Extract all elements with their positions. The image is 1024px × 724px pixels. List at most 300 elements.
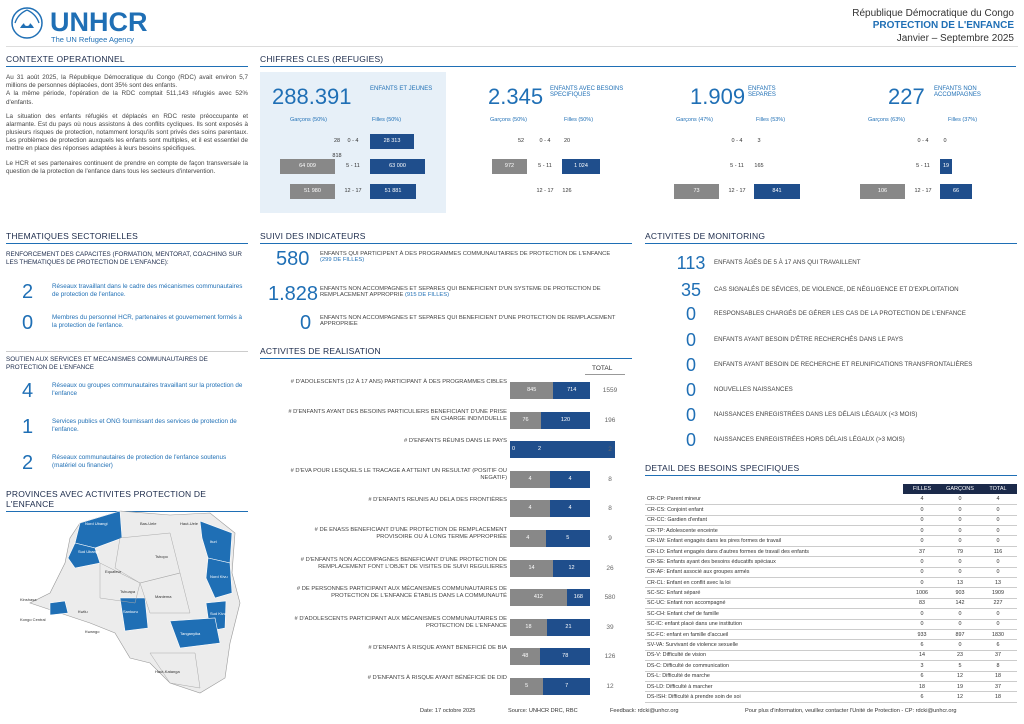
bar-garcons: 64 009 xyxy=(280,159,335,174)
age-label: 12 - 17 xyxy=(536,188,554,194)
activite-row xyxy=(260,377,632,402)
kpi-garcons-label: Garçons (63%) xyxy=(868,117,905,123)
kpi-garcons-label: Garçons (47%) xyxy=(676,117,713,123)
besoins-label: DS-LD: Difficulté à marcher xyxy=(645,681,903,691)
besoins-row xyxy=(645,567,1017,577)
kpi-filles-label: Filles (50%) xyxy=(564,117,594,123)
bar-garcons: 48 xyxy=(510,648,540,665)
total-header: TOTAL xyxy=(592,365,613,372)
bar-garcons: 14 xyxy=(510,560,553,577)
col-garcons: GARÇONS xyxy=(941,484,979,494)
besoins-label: SC-FC: enfant en famille d'accueil xyxy=(645,629,903,639)
svg-text:Nord Kivu: Nord Kivu xyxy=(210,574,228,579)
suivi-item xyxy=(260,248,632,274)
besoins-row xyxy=(645,671,1017,681)
besoins-value: 6 xyxy=(903,692,941,702)
suivi-title: SUIVI DES INDICATEURS xyxy=(260,231,632,244)
bar-garcons: 412 xyxy=(510,589,567,606)
bar-filles: 28 313 xyxy=(370,134,414,149)
besoins-row xyxy=(645,557,1017,567)
bar-filles: 165 xyxy=(754,159,764,174)
besoins-title: DETAIL DES BESOINS SPECIFIQUES xyxy=(645,463,1017,476)
pyramid xyxy=(644,134,830,209)
suivi-label-text: ENFANTS NON ACCOMPAGNES ET SEPARES QUI BENEFICIENT D'UN SYSTEME DE PROTECTION DE REMPLACEMENT APPROPRIE xyxy=(320,286,601,298)
bar-filles: 78 xyxy=(540,648,590,665)
suivi-label-text: ENFANTS QUI PARTICIPENT À DES PROGRAMMES COMMUNAUTAIRES DE PROTECTION DE L'ENFANCE xyxy=(320,251,611,257)
besoins-value: 0 xyxy=(941,619,979,629)
thematiques-sub2: SOUTIEN AUX SERVICES ET MECANISMES COMMUNAUTAIRES DE PROTECTION DE L'ENFANCE xyxy=(6,351,248,372)
monitoring-label: NAISSANCES ENREGISTRÉES HORS DÉLAIS LÉGAUX (>3 MOIS) xyxy=(714,436,905,443)
svg-text:Equateur: Equateur xyxy=(105,569,122,574)
besoins-value: 83 xyxy=(903,598,941,608)
them-item-num: 2 xyxy=(22,281,34,303)
besoins-value: 3 xyxy=(903,661,941,671)
kpi-label: ENFANTS NON ACCOMPAGNES xyxy=(934,86,981,98)
svg-text:Kongo Central: Kongo Central xyxy=(20,617,46,622)
besoins-label: SV-VA: Survivant de violence sexuelle xyxy=(645,640,903,650)
them-item-num: 2 xyxy=(22,452,34,474)
besoins-value: 0 xyxy=(941,494,979,504)
monitoring-num: 0 xyxy=(685,330,696,350)
bar-garcons: 28 818 xyxy=(332,138,342,159)
besoins-row xyxy=(645,609,1017,619)
age-label: 0 - 4 xyxy=(347,138,359,144)
contexte-title: CONTEXTE OPERATIONNEL xyxy=(6,54,248,67)
svg-text:Sud Kivu: Sud Kivu xyxy=(210,611,227,616)
page-title: PROTECTION DE L'ENFANCE xyxy=(872,20,1014,31)
bar-garcons: 106 xyxy=(860,184,905,199)
besoins-label: CR-CP: Parent mineur xyxy=(645,494,903,504)
them-item xyxy=(6,416,248,440)
age-label: 0 - 4 xyxy=(917,138,929,144)
bar-filles: 714 xyxy=(553,382,590,399)
col-filles: FILLES xyxy=(903,484,941,494)
activite-label: # DE PERSONNES PARTICIPANT AUX MÉCANISMES COMMUNAUTAIRES DE PROTECTION DE L'ENFANCE ÉTABLIS DANS LA COMMUNAUTÉ xyxy=(296,586,507,600)
monitoring-num: 0 xyxy=(685,380,696,400)
besoins-value: 37 xyxy=(903,546,941,556)
bar-filles: 4 xyxy=(550,500,590,517)
suivi-item xyxy=(260,312,632,338)
activite-row xyxy=(260,525,632,550)
besoins-value: 6 xyxy=(903,640,941,650)
bar-filles: 126 xyxy=(562,184,572,199)
besoins-value: 18 xyxy=(979,671,1017,681)
besoins-value: 19 xyxy=(941,681,979,691)
activite-total: 580 xyxy=(604,594,616,602)
besoins-value: 0 xyxy=(979,557,1017,567)
besoins-value: 903 xyxy=(941,588,979,598)
logo-name: UNHCR xyxy=(50,7,148,37)
besoins-value: 5 xyxy=(941,661,979,671)
besoins-row xyxy=(645,505,1017,515)
kpi-label: ENFANTS ET JEUNES xyxy=(370,86,433,92)
age-label: 5 - 11 xyxy=(916,163,930,169)
activite-row xyxy=(260,555,632,580)
besoins-value: 12 xyxy=(941,671,979,681)
unhcr-emblem-icon xyxy=(10,6,44,40)
age-label: 0 - 4 xyxy=(539,138,551,144)
besoins-row xyxy=(645,692,1017,702)
kpi-num: 288.391 xyxy=(272,84,352,109)
logo-tagline: The UN Refugee Agency xyxy=(51,35,134,44)
besoins-row xyxy=(645,578,1017,588)
monitoring-label: RESPONSABLES CHARGÉS DE GÉRER LES CAS DE LA PROTECTION DE L'ENFANCE xyxy=(714,310,966,317)
kpi-label: ENFANTS AVEC BESOINS SPECIFIQUES xyxy=(550,86,624,98)
besoins-label: CR-AF: Enfant associé aux groupes armés xyxy=(645,567,903,577)
kpi-filles-label: Filles (53%) xyxy=(756,117,786,123)
activite-label: # D'ENFANTS À RISQUE AYANT BÉNÉFICIÉ DE DID xyxy=(367,675,507,681)
svg-text:Bas-Uele: Bas-Uele xyxy=(140,521,157,526)
kpi-box-enfants xyxy=(260,72,446,213)
besoins-label: DS-L: Difficulté de marche xyxy=(645,671,903,681)
bar-filles: 120 xyxy=(541,412,590,429)
age-label: 12 - 17 xyxy=(914,188,932,194)
bar-filles: 63 000 xyxy=(370,159,425,174)
besoins-label: CR-LO: Enfant engagés dans d'autres formes de travail des enfants xyxy=(645,546,903,556)
activite-row xyxy=(260,466,632,491)
bar-filles: 7 xyxy=(543,678,590,695)
svg-text:Nord Ubangi: Nord Ubangi xyxy=(85,521,108,526)
besoins-value: 0 xyxy=(979,526,1017,536)
besoins-value: 227 xyxy=(979,598,1017,608)
besoins-value: 1006 xyxy=(903,588,941,598)
unhcr-logo xyxy=(10,6,170,42)
bar-filles: 4 xyxy=(550,471,590,488)
besoins-label: DS-ISH: Difficulté à prendre soin de soi xyxy=(645,692,903,702)
footer-date: Date: 17 octobre 2025 xyxy=(420,708,476,714)
monitoring-num: 113 xyxy=(676,253,706,273)
besoins-value: 37 xyxy=(979,681,1017,691)
contexte-text xyxy=(6,74,248,176)
besoins-value: 12 xyxy=(941,692,979,702)
besoins-label: CR-CC: Gardien d'enfant xyxy=(645,515,903,525)
besoins-value: 0 xyxy=(941,515,979,525)
besoins-row xyxy=(645,619,1017,629)
activite-label: # D'ENFANTS REUNIS AU DELA DES FRONTIÈRES xyxy=(368,497,507,504)
bar-filles: 66 xyxy=(940,184,972,199)
suivi-num: 0 xyxy=(300,312,312,334)
activite-total: 8 xyxy=(608,505,612,513)
chiffres-title: CHIFFRES CLES (REFUGIES) xyxy=(260,54,1016,67)
besoins-row xyxy=(645,640,1017,650)
contexte-p3: La situation des enfants réfugiés et déplacés en RDC reste préoccupante et alarmante. Est du pays où nous assistons à des conflits cycliques. Ils sont exposés à plusieurs risques de protection, notamment lorsqu'ils sont privés des soins parentaux. Les problèmes de protection auxquels les enfants sont multiples, et il est essentiel de mettre en place des réponses adaptées à leurs besoins spécifiques. xyxy=(6,112,248,153)
contexte-p4: Le HCR et ses partenaires continuent de prendre en compte de façon transversale la question de la protection de l'enfance dans tous les secteurs d'intervention. xyxy=(6,159,248,175)
bar-filles: 51 881 xyxy=(370,184,416,199)
header-divider xyxy=(6,46,1018,47)
activite-total: 2 xyxy=(608,446,612,454)
contexte-p2: A la même période, l'opération de la RDC comptait 511,143 réfugiés avec 52% d'enfants. xyxy=(6,90,248,106)
activite-total: 8 xyxy=(608,475,612,483)
monitoring-item xyxy=(676,380,1016,404)
monitoring-label: ENFANTS AYANT BESOIN D'ÊTRE RECHERCHÉS DANS LE PAYS xyxy=(714,336,904,343)
besoins-value: 0 xyxy=(979,515,1017,525)
besoins-label: CR-CL: Enfant en conflit avec la loi xyxy=(645,578,903,588)
svg-text:Maniema: Maniema xyxy=(155,594,172,599)
monitoring-num: 0 xyxy=(685,405,696,425)
contexte-p1: Au 31 août 2025, la République Démocratique du Congo (RDC) avait environ 5,7 millions de personnes déplacées, dont 35% sont des enfants. xyxy=(6,74,248,90)
them-item-label: Réseaux ou groupes communautaires travaillant sur la protection de l'enfance xyxy=(52,382,243,398)
besoins-value: 13 xyxy=(941,578,979,588)
besoins-value: 1830 xyxy=(979,629,1017,639)
activite-total: 126 xyxy=(604,653,616,661)
besoins-row xyxy=(645,546,1017,556)
monitoring-item xyxy=(676,304,1016,328)
activite-row xyxy=(260,673,632,698)
activites-title: ACTIVITES DE REALISATION xyxy=(260,346,632,359)
pyramid xyxy=(260,134,446,209)
kpi-num: 227 xyxy=(888,84,925,109)
suivi-label xyxy=(320,251,620,263)
age-label: 12 - 17 xyxy=(728,188,746,194)
bar-garcons: 51 980 xyxy=(290,184,335,199)
monitoring-title: ACTIVITES DE MONITORING xyxy=(645,231,1017,244)
kpi-filles-label: Filles (50%) xyxy=(372,117,402,123)
besoins-row xyxy=(645,526,1017,536)
footer-feedback: Feedback: rdcki@unhcr.org xyxy=(610,708,679,714)
monitoring-num: 35 xyxy=(680,280,702,300)
besoins-value: 0 xyxy=(903,536,941,546)
age-label: 12 - 17 xyxy=(344,188,362,194)
suivi-label xyxy=(320,286,620,298)
activite-label: # DE ENASS BENEFICIANT D'UNE PROTECTION DE REMPLACEMENT PROVISOIRE OU À LONG TERME APPROPRIÉE xyxy=(314,527,507,541)
bar-filles: 1 024 xyxy=(562,159,600,174)
besoins-table xyxy=(645,484,1017,703)
svg-text:Kwilu: Kwilu xyxy=(78,609,88,614)
besoins-label: DS-V: Difficulté de vision xyxy=(645,650,903,660)
kpi-box-separes xyxy=(644,72,830,213)
them-item xyxy=(6,281,248,305)
besoins-label: SC-UC: Enfant non accompagné xyxy=(645,598,903,608)
kpi-box-besoins xyxy=(452,72,638,213)
period: Janvier – Septembre 2025 xyxy=(896,33,1014,44)
bar-filles-value: 2 xyxy=(538,446,542,453)
besoins-value: 0 xyxy=(903,609,941,619)
besoins-row xyxy=(645,681,1017,691)
bar-garcons: 4 xyxy=(510,471,550,488)
besoins-value: 0 xyxy=(979,609,1017,619)
bar-filles: 3 xyxy=(754,134,764,149)
besoins-value: 18 xyxy=(903,681,941,691)
besoins-value: 116 xyxy=(979,546,1017,556)
besoins-row xyxy=(645,629,1017,639)
activite-row xyxy=(260,584,632,609)
kpi-filles-label: Filles (37%) xyxy=(948,117,978,123)
bar-filles: 20 xyxy=(562,134,572,149)
activite-total: 196 xyxy=(604,416,616,424)
suivi-label: ENFANTS NON ACCOMPAGNES ET SEPARES QUI BENEFICIENT D'UNE PROTECTION DE REMPLACEMENT APPROPRIEE xyxy=(320,315,616,327)
besoins-label: CR-SE: Enfants ayant des besoins éducatifs spéciaux xyxy=(645,557,903,567)
bar-filles: 5 xyxy=(546,530,590,547)
monitoring-item xyxy=(676,355,1016,379)
them-item-num: 0 xyxy=(22,312,34,334)
monitoring-label: NOUVELLES NAISSANCES xyxy=(714,386,793,393)
activite-total: 39 xyxy=(606,623,614,631)
svg-text:Haut-Katanga: Haut-Katanga xyxy=(155,669,180,674)
them-item xyxy=(6,312,248,336)
besoins-value: 0 xyxy=(903,526,941,536)
besoins-value: 0 xyxy=(979,536,1017,546)
them-item xyxy=(6,380,248,404)
besoins-value: 0 xyxy=(941,567,979,577)
besoins-row xyxy=(645,494,1017,504)
bar-garcons: 5 xyxy=(510,678,543,695)
activite-label: # D'ENFANTS RÉUNIS DANS LE PAYS xyxy=(403,438,507,445)
monitoring-item xyxy=(676,253,1016,277)
activite-row xyxy=(260,495,632,520)
bar-filles: 0 xyxy=(940,134,950,149)
thematiques-title: THEMATIQUES SECTORIELLES xyxy=(6,231,248,244)
besoins-label: SC-CH: Enfant chef de famille xyxy=(645,609,903,619)
svg-text:Kwango: Kwango xyxy=(85,629,100,634)
besoins-value: 37 xyxy=(979,650,1017,660)
them-item-label: Membres du personnel HCR, partenaires et gouvernement formés à la protection de l'enfance. xyxy=(52,314,243,330)
bar-garcons: 76 xyxy=(510,412,541,429)
bar-filles: 12 xyxy=(553,560,590,577)
besoins-value: 0 xyxy=(941,536,979,546)
suivi-num: 580 xyxy=(276,248,310,270)
activite-row xyxy=(260,407,632,432)
besoins-value: 0 xyxy=(903,515,941,525)
them-item-num: 1 xyxy=(22,416,34,438)
besoins-header-row xyxy=(645,484,1017,494)
age-label: 5 - 11 xyxy=(538,163,552,169)
besoins-value: 897 xyxy=(941,629,979,639)
besoins-label: CR-CS: Conjoint enfant xyxy=(645,505,903,515)
activite-label: # D'ADOLESCENTS PARTICIPANT AUX MÉCANISMES COMMUNAUTAIRES DE PROTECTION DE L'ENFANCE xyxy=(294,615,507,630)
besoins-value: 0 xyxy=(979,619,1017,629)
activite-total: 26 xyxy=(606,564,614,572)
bar-filles: 21 xyxy=(547,619,590,636)
them-item-num: 4 xyxy=(22,380,34,402)
them-item-label: Services publics et ONG fournissant des services de protection de l'enfance. xyxy=(52,418,237,434)
activite-label: # D'EVA POUR LESQUELS LE TRACAGE A ATTEINT UN RESULTAT (POSITIF OU NEGATIF) xyxy=(290,467,507,482)
age-label: 0 - 4 xyxy=(731,138,743,144)
kpi-label: ENFANTS SEPARES xyxy=(748,86,776,98)
total-header-underline xyxy=(585,374,625,375)
besoins-value: 6 xyxy=(979,640,1017,650)
kpi-box-non-accompagnes xyxy=(836,72,1016,213)
svg-text:Tanganyika: Tanganyika xyxy=(180,631,201,636)
besoins-value: 13 xyxy=(979,578,1017,588)
svg-text:Ituri: Ituri xyxy=(210,539,217,544)
bar-garcons: 73 xyxy=(674,184,719,199)
activite-label: # D'ENFANTS À RISQUE AYANT BENEFICIÉ DE BIA xyxy=(368,645,507,652)
besoins-value: 4 xyxy=(903,494,941,504)
bar-garcons-zero: 0 xyxy=(512,446,516,453)
besoins-row xyxy=(645,598,1017,608)
monitoring-num: 0 xyxy=(685,355,696,375)
pyramid xyxy=(836,134,1016,209)
besoins-label: SC-SC: Enfant séparé xyxy=(645,588,903,598)
besoins-value: 0 xyxy=(979,567,1017,577)
bar-garcons: 4 xyxy=(510,500,550,517)
them-item-label: Réseaux travaillant dans le cadre des mécanismes communautaires de protection de l'enfance. xyxy=(52,283,243,299)
besoins-row xyxy=(645,650,1017,660)
besoins-row xyxy=(645,536,1017,546)
besoins-row xyxy=(645,661,1017,671)
besoins-value: 0 xyxy=(903,557,941,567)
monitoring-item xyxy=(676,330,1016,354)
col-total: TOTAL xyxy=(979,484,1017,494)
bar-garcons: 4 xyxy=(510,530,546,547)
besoins-value: 0 xyxy=(941,609,979,619)
suivi-item xyxy=(260,283,632,309)
besoins-label: CR-LW: Enfant engagés dans les pires formes de travail xyxy=(645,536,903,546)
bar-garcons: 18 xyxy=(510,619,547,636)
besoins-value: 23 xyxy=(941,650,979,660)
kpi-garcons-label: Garçons (50%) xyxy=(490,117,527,123)
bar-filles: 168 xyxy=(567,589,590,606)
thematiques-sub1: RENFORCEMENT DES CAPACITES (FORMATION, MENTORAT, COACHING SUR LES THEMATIQUES DE PROTECTION DE L'ENFANCE): xyxy=(6,251,242,267)
kpi-num: 1.909 xyxy=(690,84,746,109)
besoins-row xyxy=(645,515,1017,525)
bar-filles: 19 xyxy=(940,159,952,174)
besoins-value: 0 xyxy=(903,505,941,515)
pyramid xyxy=(452,134,638,209)
besoins-value: 1909 xyxy=(979,588,1017,598)
monitoring-item xyxy=(676,405,1016,429)
besoins-value: 4 xyxy=(979,494,1017,504)
activite-label: # D'ENFANTS AYANT DES BESOINS PARTICULIERS BENEFICIANT D'UNE PRISE EN CHARGE INDIVIDUELLE xyxy=(288,408,507,422)
monitoring-num: 0 xyxy=(685,304,696,324)
suivi-num: 1.828 xyxy=(268,283,319,305)
besoins-row xyxy=(645,588,1017,598)
activite-total: 9 xyxy=(608,535,612,542)
bar-garcons: 972 xyxy=(492,159,527,174)
svg-text:Haut-Uele: Haut-Uele xyxy=(180,521,199,526)
suivi-label-highlight: (299 DE FILLES) xyxy=(320,257,365,263)
svg-text:Sankuru: Sankuru xyxy=(123,609,138,614)
monitoring-label: CAS SIGNALÉS DE SÉVICES, DE VIOLENCE, DE NÉGLIGENCE ET D'EXPLOITATION xyxy=(714,286,959,293)
activite-row xyxy=(260,614,632,639)
bar-garcons: 52 xyxy=(517,138,525,144)
besoins-label: CR-TP: Adolescente enceinte xyxy=(645,526,903,536)
footer-source: Source: UNHCR DRC, RBC xyxy=(508,708,578,714)
age-label: 5 - 11 xyxy=(346,163,360,169)
besoins-value: 6 xyxy=(903,671,941,681)
bar-garcons: 845 xyxy=(510,382,553,399)
drc-map xyxy=(20,503,250,703)
footer-contact: Pour plus d'information, veuillez contacter l'Unité de Protection - CP: rdcki@unhcr.org xyxy=(745,708,957,714)
kpi-num: 2.345 xyxy=(488,84,544,109)
monitoring-item xyxy=(676,280,1016,304)
besoins-value: 142 xyxy=(941,598,979,608)
besoins-value: 0 xyxy=(941,557,979,567)
country-name: République Démocratique du Congo xyxy=(852,8,1014,19)
svg-text:Sud Ubangi: Sud Ubangi xyxy=(78,549,99,554)
monitoring-label: ENFANTS AYANT BESOIN DE RECHERCHE ET REUNIFICATIONS TRANSFRONTALIÈRES xyxy=(714,361,973,368)
activite-total: 1559 xyxy=(602,387,618,394)
them-item xyxy=(6,452,248,476)
monitoring-item xyxy=(676,430,1016,454)
provinces-title: PROVINCES AVEC ACTIVITES PROTECTION DE L'ENFANCE xyxy=(6,489,248,512)
besoins-value: 0 xyxy=(941,526,979,536)
activite-label: # D'ADOLESCENTS (12 À 17 ANS) PARTICIPANT À DES PROGRAMMES CIBLES xyxy=(290,379,507,385)
svg-text:Tshopo: Tshopo xyxy=(155,554,168,559)
besoins-value: 14 xyxy=(903,650,941,660)
besoins-value: 0 xyxy=(903,619,941,629)
kpi-garcons-label: Garçons (50%) xyxy=(290,117,327,123)
besoins-value: 0 xyxy=(941,640,979,650)
besoins-label: SC-IC: enfant placé dans une institution xyxy=(645,619,903,629)
monitoring-num: 0 xyxy=(685,430,696,450)
them-item-label: Réseaux communautaires de protection de l'enfance soutenus (matériel ou financier) xyxy=(52,454,227,470)
besoins-value: 8 xyxy=(979,661,1017,671)
besoins-value: 0 xyxy=(941,505,979,515)
besoins-value: 0 xyxy=(903,578,941,588)
activite-total: 12 xyxy=(606,683,614,690)
activite-label: # D'ENFANTS NON ACCOMPAGNES BENEFICIANT D'UNE PROTECTION DE REMPLACEMENT FONT L'OBJET DE VISITES DE SUIVI REGULIERES xyxy=(300,556,507,570)
